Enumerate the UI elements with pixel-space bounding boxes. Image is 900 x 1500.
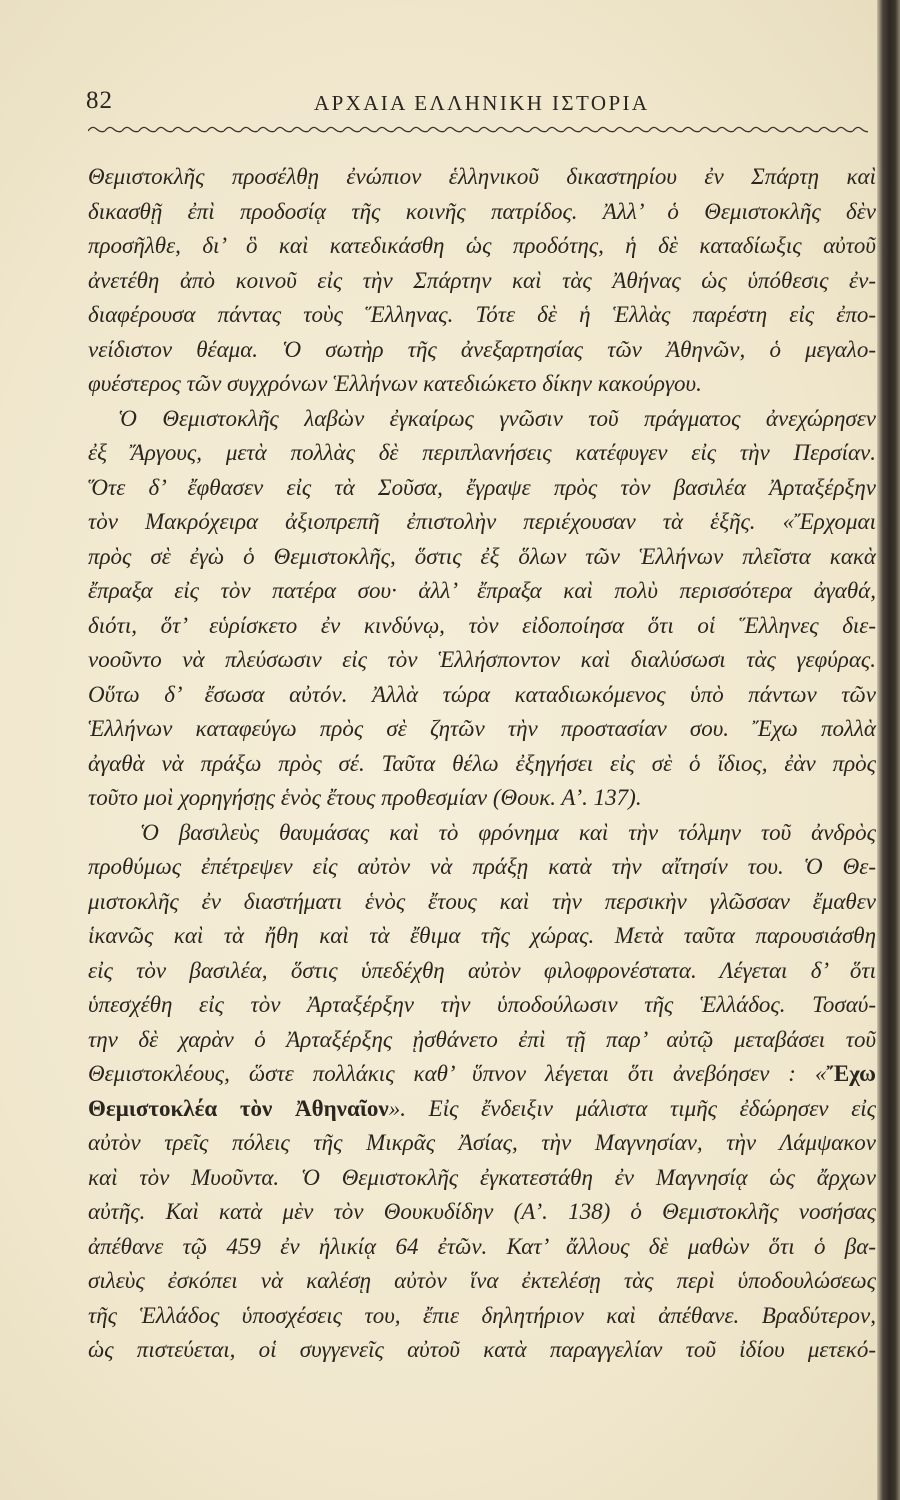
body-line-1 (88, 160, 876, 195)
body-line-14 (88, 609, 876, 644)
body-line-28 (88, 1092, 876, 1127)
body-line-32 (88, 1230, 876, 1265)
line-text: φυέστερος τῶν συγχρόνων Ἑλλήνων κατεδιώκετο δίκην κακούργου. (88, 371, 702, 396)
line-text: τοῦτο μοὶ χορηγήσῃς ἑνὸς ἔτους προθεσμίαν (Θουκ. Α’. 137). (88, 785, 642, 810)
line-text: Ὅτε δ’ ἔφθασεν εἰς τὰ Σοῦσα, ἔγραψε πρὸς τὸν βασιλέα Ἀρταξέρξην (88, 474, 876, 500)
line-text: διαφέρουσα πάντας τοὺς Ἕλληνας. Τότε δὲ ἡ Ἑλλὰς παρέστη εἰς ἐπο- (88, 302, 876, 327)
body-line-23 (88, 919, 876, 954)
body-line-30 (88, 1161, 876, 1196)
line-text: μιστοκλῆς ἐν διαστήματι ἑνὸς ἔτους καὶ τὴν περσικὴν γλῶσσαν ἔμαθεν (88, 888, 876, 914)
line-text: την δὲ χαρὰν ὁ Ἀρταξέρξης ᾐσθάνετο ἐπὶ τῇ παρ’ αὐτῷ μεταβάσει τοῦ (88, 1026, 876, 1052)
line-text: προθύμως ἐπέτρεψεν εἰς αὐτὸν νὰ πράξῃ κατὰ τὴν αἴτησίν του. Ὁ Θε- (88, 854, 876, 879)
page-number: 82 (86, 87, 113, 114)
line-text: αὐτῆς. Καὶ κατὰ μὲν τὸν Θουκυδίδην (Α’. 138) ὁ Θεμιστοκλῆς νοσήσας (88, 1199, 876, 1224)
body-line-24 (88, 954, 876, 989)
body-line-6 (88, 333, 876, 368)
line-text: προσῆλθε, δι’ ὃ καὶ κατεδικάσθη ὡς προδότης, ἡ δὲ καταδίωξις αὐτοῦ (88, 233, 876, 258)
body-line-26 (88, 1023, 876, 1058)
line-text: τὸν Μακρόχειρα ἀξιοπρεπῆ ἐπιστολὴν περιέχουσαν τὰ ἑξῆς. «Ἔρχομαι (88, 509, 876, 534)
line-text: ὑπεσχέθη εἰς τὸν Ἀρταξέρξην τὴν ὑποδούλωσιν τῆς Ἑλλάδος. Τοσαύ- (88, 992, 876, 1017)
body-line-5 (88, 298, 876, 333)
line-text: νείδιστον θέαμα. Ὁ σωτὴρ τῆς ἀνεξαρτησίας τῶν Ἀθηνῶν, ὁ μεγαλο- (88, 336, 876, 362)
body-line-33 (88, 1264, 876, 1299)
line-text: Ὁ βασιλεὺς θαυμάσας καὶ τὸ φρόνημα καὶ τὴν τόλμην τοῦ ἀνδρὸς (140, 819, 876, 845)
body-line-29 (88, 1126, 876, 1161)
line-text: ἔπραξα εἰς τὸν πατέρα σου· ἀλλ’ ἔπραξα καὶ πολὺ περισσότερα ἀγαθά, (88, 578, 876, 603)
body-line-2 (88, 195, 876, 230)
running-title: ΑΡΧΑΙΑ ΕΛΛΗΝΙΚΗ ΙΣΤΟΡΙΑ (314, 91, 650, 115)
body-line-12 (88, 540, 876, 575)
line-content (88, 1096, 876, 1121)
line-text: νοοῦντο νὰ πλεύσωσιν εἰς τὸν Ἑλλήσποντον καὶ διαλύσωσι τὰς γεφύρας. (88, 647, 876, 672)
body-line-8 (88, 402, 876, 437)
line-text: ἱκανῶς καὶ τὰ ἤθη καὶ τὰ ἔθιμα τῆς χώρας. Μετὰ ταῦτα παρουσιάσθη (88, 923, 876, 948)
page-edge-shadow (877, 0, 900, 1500)
line-text: ». Εἰς ἔνδειξιν μάλιστα τιμῆς ἐδώρησεν εἰς (388, 1095, 876, 1121)
body-line-4 (88, 264, 876, 299)
body-line-19 (88, 781, 876, 816)
body-line-18 (88, 747, 876, 782)
line-text: Θεμιστοκλῆς προσέλθῃ ἐνώπιον ἑλληνικοῦ δικαστηρίου ἐν Σπάρτῃ καὶ (88, 164, 876, 189)
body-line-9 (88, 436, 876, 471)
body-line-13 (88, 574, 876, 609)
body-line-10 (88, 471, 876, 506)
body-line-17 (88, 712, 876, 747)
body-line-15 (88, 643, 876, 678)
line-text: Ἑλλήνων καταφεύγω πρὸς σὲ ζητῶν τὴν προστασίαν σου. Ἔχω πολλὰ (88, 716, 876, 741)
body-line-34 (88, 1299, 876, 1334)
line-text: αὐτὸν τρεῖς πόλεις τῆς Μικρᾶς Ἀσίας, τὴν Μαγνησίαν, τὴν Λάμψακον (88, 1130, 876, 1155)
wavy-rule (88, 123, 868, 135)
line-text: εἰς τὸν βασιλέα, ὅστις ὑπεδέχθη αὐτὸν φιλοφρονέστατα. Λέγεται δ’ ὅτι (88, 957, 876, 983)
line-text: ἐξ Ἄργους, μετὰ πολλὰς δὲ περιπλανήσεις κατέφυγεν εἰς τὴν Περσίαν. (88, 440, 876, 465)
body-line-11 (88, 505, 876, 540)
line-content (88, 1061, 876, 1086)
line-text: διότι, ὅτ’ εὑρίσκετο ἐν κινδύνῳ, τὸν εἰδοποίησα ὅτι οἱ Ἕλληνες διε- (88, 612, 876, 638)
bold-quote: Ἔχω (826, 1061, 876, 1086)
body-line-31 (88, 1195, 876, 1230)
body-line-25 (88, 988, 876, 1023)
body-text (88, 160, 876, 1368)
line-text: σιλεὺς ἐσκόπει νὰ καλέσῃ αὐτὸν ἵνα ἐκτελέσῃ τὰς περὶ ὑποδουλώσεως (88, 1268, 876, 1293)
line-text: ἀπέθανε τῷ 459 ἐν ἡλικίᾳ 64 ἐτῶν. Κατ’ ἄλλους δὲ μαθὼν ὅτι ὁ βα- (88, 1233, 876, 1259)
body-line-21 (88, 850, 876, 885)
line-text: καὶ τὸν Μυοῦντα. Ὁ Θεμιστοκλῆς ἐγκατεστάθη ἐν Μαγνησίᾳ ὡς ἄρχων (88, 1164, 876, 1190)
body-line-35 (88, 1333, 876, 1368)
body-line-27 (88, 1057, 876, 1092)
body-line-22 (88, 885, 876, 920)
body-line-3 (88, 229, 876, 264)
body-line-20 (88, 816, 876, 851)
line-text: Θεμιστοκλέους, ὥστε πολλάκις καθ’ ὕπνον λέγεται ὅτι ἀνεβόησεν : « (88, 1061, 827, 1086)
line-text: ὡς πιστεύεται, οἱ συγγενεῖς αὐτοῦ κατὰ παραγγελίαν τοῦ ἰδίου μετεκό- (88, 1337, 876, 1362)
line-text: Οὕτω δ’ ἔσωσα αὐτόν. Ἀλλὰ τώρα καταδιωκόμενος ὑπὸ πάντων τῶν (88, 681, 876, 707)
line-text: δικασθῇ ἐπὶ προδοσίᾳ τῆς κοινῆς πατρίδος. Ἀλλ’ ὁ Θεμιστοκλῆς δὲν (88, 198, 876, 224)
line-text: Ὁ Θεμιστοκλῆς λαβὼν ἐγκαίρως γνῶσιν τοῦ πράγματος ἀνεχώρησεν (118, 405, 876, 431)
line-text: τῆς Ἑλλάδος ὑποσχέσεις του, ἔπιε δηλητήριον καὶ ἀπέθανε. Βραδύτερον, (88, 1302, 876, 1328)
body-line-16 (88, 678, 876, 713)
body-line-7 (88, 367, 876, 402)
line-text: πρὸς σὲ ἐγὼ ὁ Θεμιστοκλῆς, ὅστις ἐξ ὅλων τῶν Ἑλλήνων πλεῖστα κακὰ (88, 543, 876, 569)
bold-quote: Θεμιστοκλέα τὸν Ἀθηναῖον (88, 1095, 389, 1121)
line-text: ἀγαθὰ νὰ πράξω πρὸς σέ. Ταῦτα θέλω ἐξηγήσει εἰς σὲ ὁ ἴδιος, ἐὰν πρὸς (88, 750, 876, 776)
line-text: ἀνετέθη ἀπὸ κοινοῦ εἰς τὴν Σπάρτην καὶ τὰς Ἀθήνας ὡς ὑπόθεσις ἐν- (88, 267, 876, 293)
